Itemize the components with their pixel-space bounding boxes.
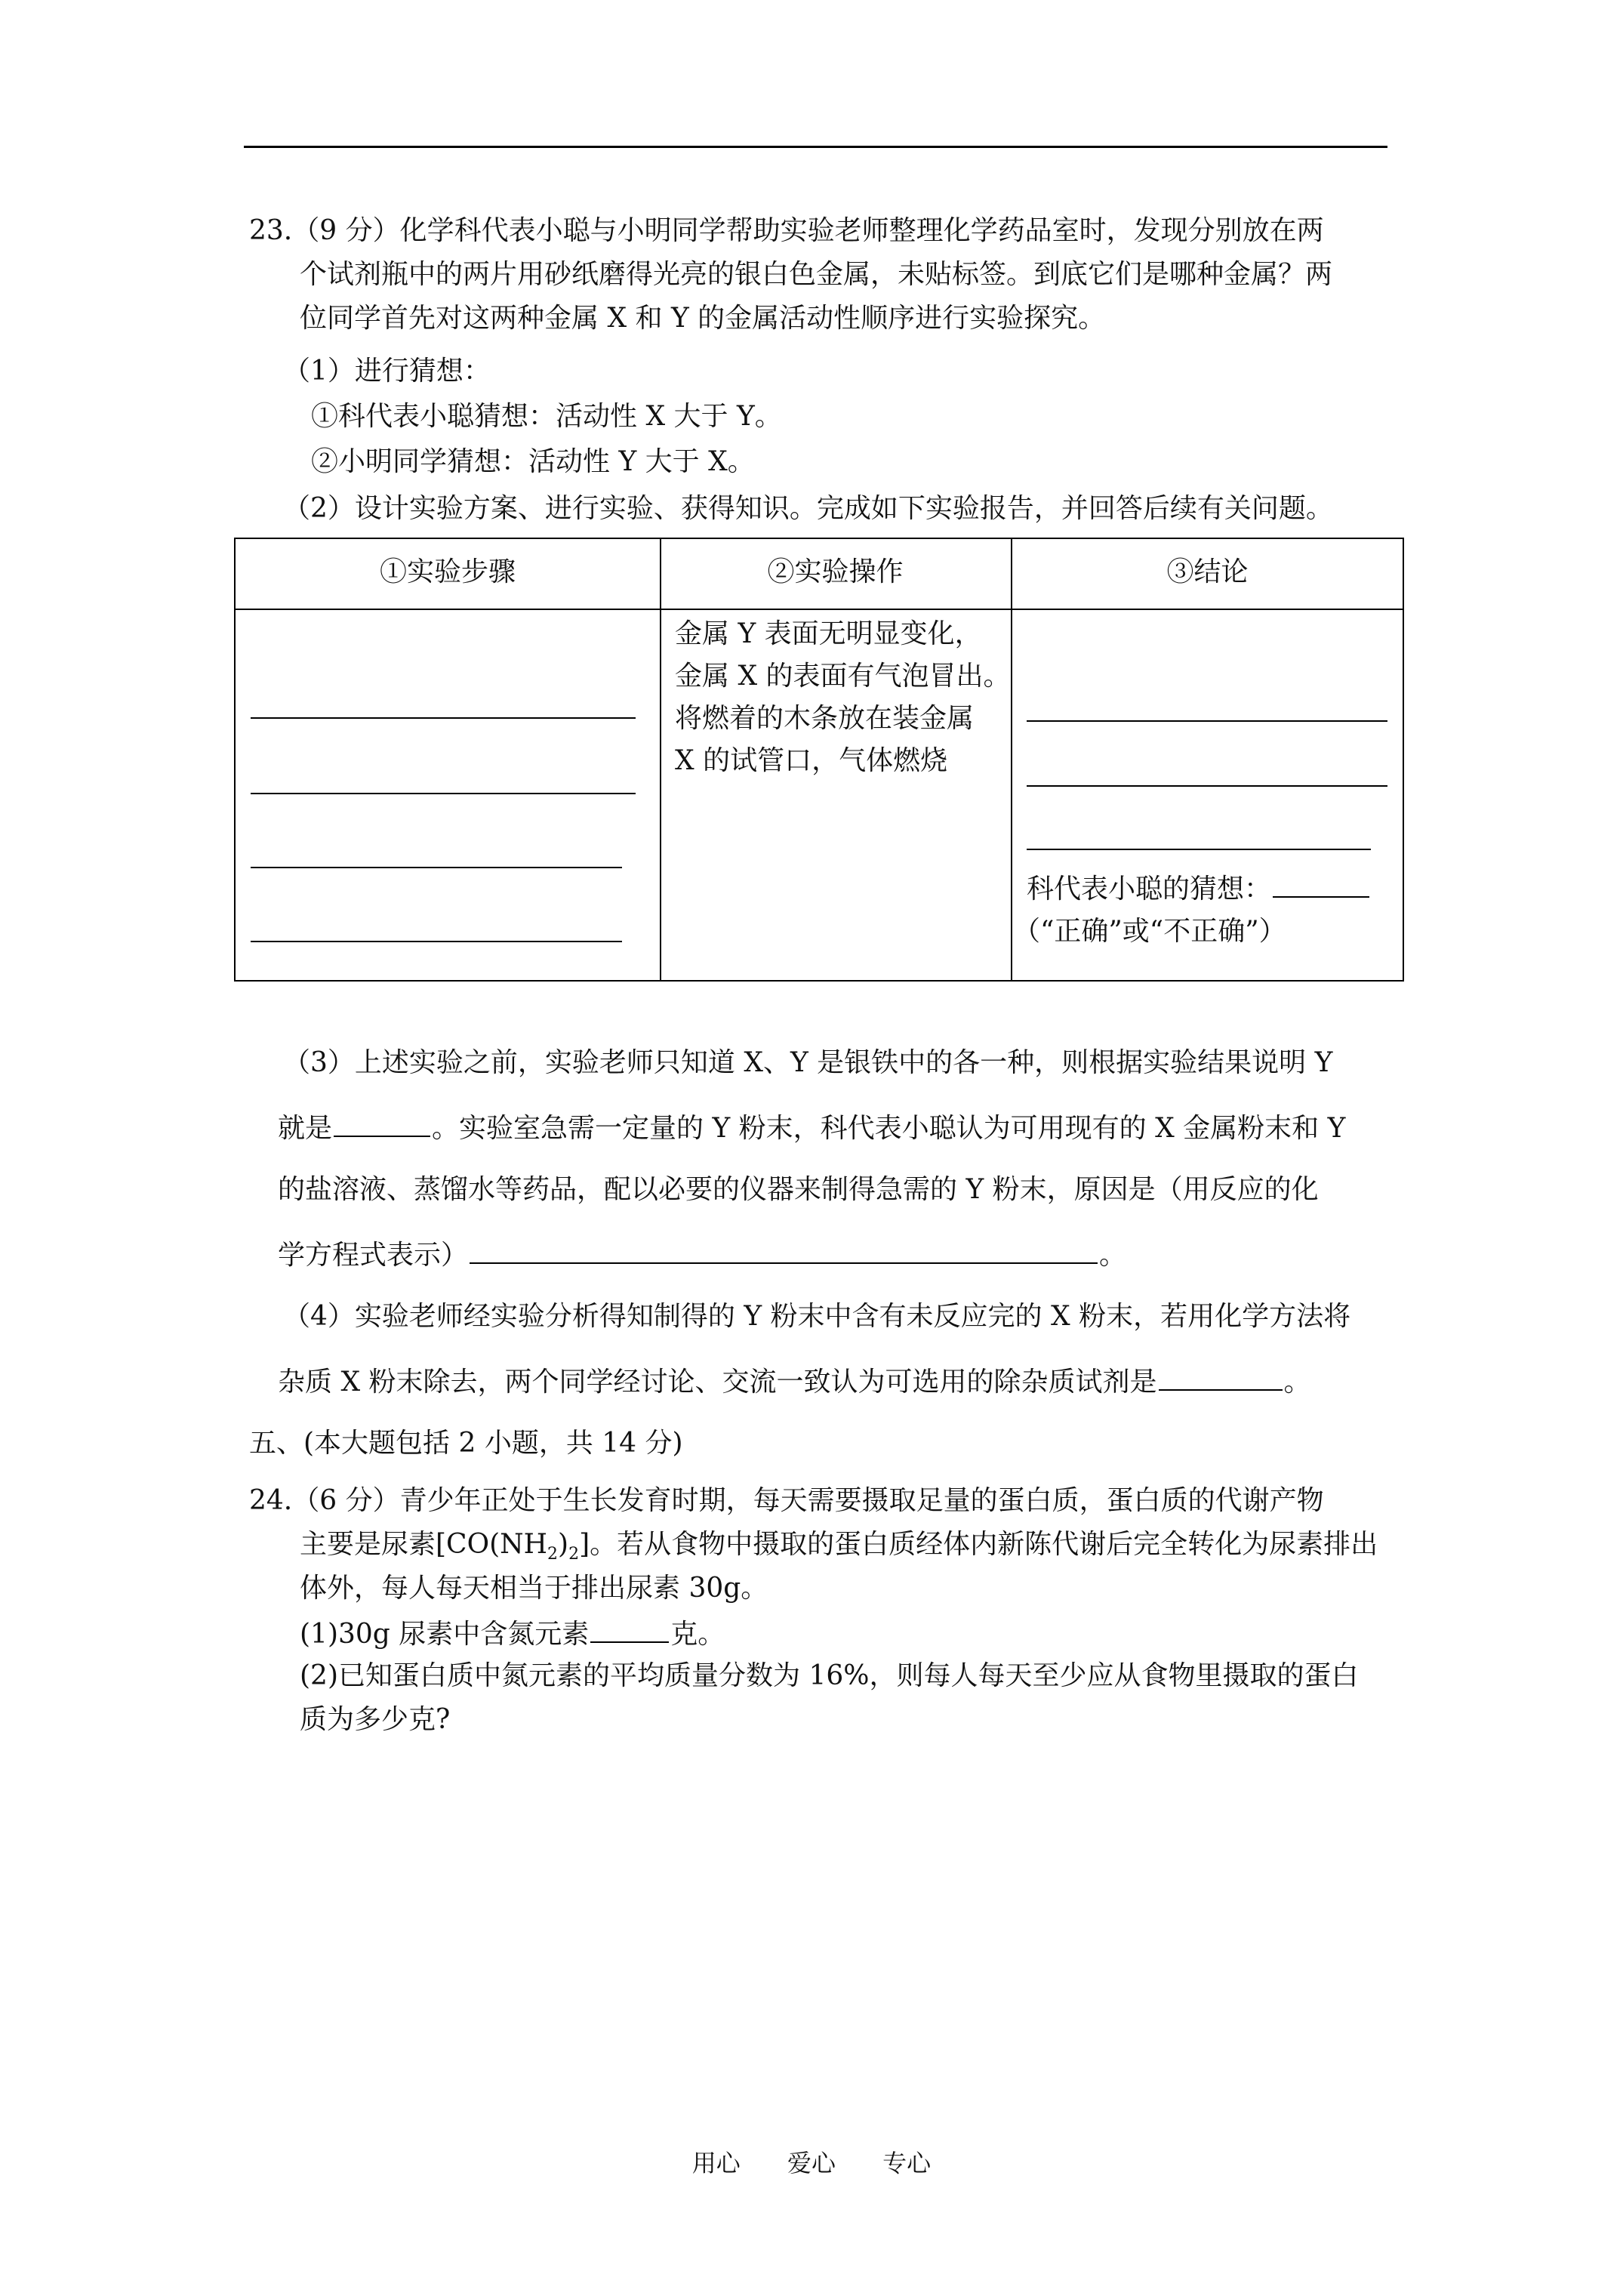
steps-answer-line-1[interactable] <box>251 717 636 719</box>
q23-part3-line-1: （3）上述实验之前，实验老师只知道 X、Y 是银铁中的各一种，则根据实验结果说明 Y <box>283 1047 1333 1078</box>
conclusion-answer-line-2[interactable] <box>1027 785 1387 787</box>
q23-intro-line-3: 位同学首先对这两种金属 X 和 Y 的金属活动性顺序进行实验探究。 <box>300 303 1106 334</box>
q23-part4-text-b: 。 <box>1283 1367 1311 1398</box>
q24-sub-1 <box>300 1616 725 1651</box>
q24-line-2-text-b: ) <box>558 1529 569 1560</box>
q24-line-2 <box>300 1528 1378 1565</box>
footer-word-2: 爱心 <box>787 2149 836 2177</box>
operation-text-line-3: 将燃着的木条放在装金属 <box>675 703 975 734</box>
q24-sub-2-line-1: (2)已知蛋白质中氮元素的平均质量分数为 16%，则每人每天至少应从食物里摄取的蛋白 <box>300 1660 1359 1691</box>
q23-intro-line-1: 23.（9 分）化学科代表小聪与小明同学帮助实验老师整理化学药品室时，发现分别放在两 <box>249 215 1324 246</box>
y-metal-blank[interactable] <box>334 1110 430 1137</box>
q23-part4-line-2 <box>278 1364 1311 1399</box>
operation-text-line-2: 金属 X 的表面有气泡冒出。 <box>675 661 1011 692</box>
experiment-report-table <box>234 538 1404 982</box>
q24-sub-1-text-a: (1)30g 尿素中含氮元素 <box>300 1619 590 1650</box>
table-column-divider-1 <box>660 539 661 980</box>
q23-part2: （2）设计实验方案、进行实验、获得知识。完成如下实验报告，并回答后续有关问题。 <box>283 493 1333 524</box>
q23-part3-line-4 <box>278 1237 1126 1272</box>
table-header-steps: ①实验步骤 <box>379 556 516 587</box>
q23-part3-line-3: 的盐溶液、蒸馏水等药品，配以必要的仪器来制得急需的 Y 粉末，原因是（用反应的化 <box>278 1174 1319 1205</box>
q23-guess-1: ①科代表小聪猜想：活动性 X 大于 Y。 <box>311 401 782 432</box>
q24-line-2-text-c: ]。若从食物中摄取的蛋白质经体内新陈代谢后完全转化为尿素排出 <box>579 1529 1378 1560</box>
steps-answer-line-4[interactable] <box>251 941 622 942</box>
q23-part3-text-b: 。实验室急需一定量的 Y 粉末，科代表小聪认为可用现有的 X 金属粉末和 Y <box>432 1113 1346 1144</box>
q24-line-1: 24.（6 分）青少年正处于生长发育时期，每天需要摄取足量的蛋白质，蛋白质的代谢产物 <box>249 1485 1324 1516</box>
equation-blank[interactable] <box>470 1237 1098 1264</box>
steps-answer-line-2[interactable] <box>251 793 636 794</box>
operation-text-line-4: X 的试管口，气体燃烧 <box>675 745 948 776</box>
conclusion-guess-blank[interactable] <box>1273 871 1369 898</box>
page-footer <box>0 2144 1623 2179</box>
operation-text-line-1: 金属 Y 表面无明显变化， <box>675 618 982 649</box>
q23-guess-2: ②小明同学猜想：活动性 Y 大于 X。 <box>311 446 755 477</box>
q24-line-3: 体外，每人每天相当于排出尿素 30g。 <box>300 1573 768 1604</box>
header-rule <box>244 146 1387 148</box>
q23-part3-text-c: 学方程式表示） <box>278 1240 469 1271</box>
table-header-conclusion: ③结论 <box>1166 556 1249 587</box>
section-5-heading: 五、(本大题包括 2 小题，共 14 分) <box>249 1428 683 1459</box>
q23-part4-line-1: （4）实验老师经实验分析得知制得的 Y 粉末中含有未反应完的 X 粉末，若用化学方法将 <box>283 1301 1351 1332</box>
q24-subscript-2: 2 <box>568 1545 580 1564</box>
conclusion-answer-line-1[interactable] <box>1027 720 1387 722</box>
q24-sub-2-line-2: 质为多少克? <box>300 1704 451 1735</box>
steps-answer-line-3[interactable] <box>251 867 622 868</box>
nitrogen-mass-blank[interactable] <box>590 1616 669 1643</box>
table-header-operation: ②实验操作 <box>767 556 904 587</box>
table-column-divider-2 <box>1011 539 1012 980</box>
q23-part3-text-d: 。 <box>1099 1240 1127 1271</box>
q24-sub-1-text-b: 克。 <box>670 1619 725 1650</box>
q24-subscript-1: 2 <box>547 1545 559 1564</box>
footer-word-1: 用心 <box>691 2149 741 2177</box>
conclusion-guess-options: （“正确”或“不正确”） <box>1013 916 1286 947</box>
conclusion-answer-line-3[interactable] <box>1027 849 1371 850</box>
table-header-divider <box>236 609 1403 610</box>
q23-part3-line-2 <box>278 1110 1345 1145</box>
q23-part4-text-a: 杂质 X 粉末除去，两个同学经讨论、交流一致认为可选用的除杂质试剂是 <box>278 1367 1157 1398</box>
reagent-blank[interactable] <box>1159 1364 1283 1391</box>
q24-line-2-text-a: 主要是尿素[CO(NH <box>300 1529 548 1560</box>
footer-word-3: 专心 <box>882 2149 932 2177</box>
q23-part3-text-a: 就是 <box>278 1113 333 1144</box>
q23-intro-line-2: 个试剂瓶中的两片用砂纸磨得光亮的银白色金属，未贴标签。到底它们是哪种金属？两 <box>300 259 1333 290</box>
q23-part1: （1）进行猜想： <box>283 356 491 387</box>
conclusion-guess-text: 科代表小聪的猜想： <box>1027 874 1272 905</box>
conclusion-guess-label <box>1027 868 1371 911</box>
